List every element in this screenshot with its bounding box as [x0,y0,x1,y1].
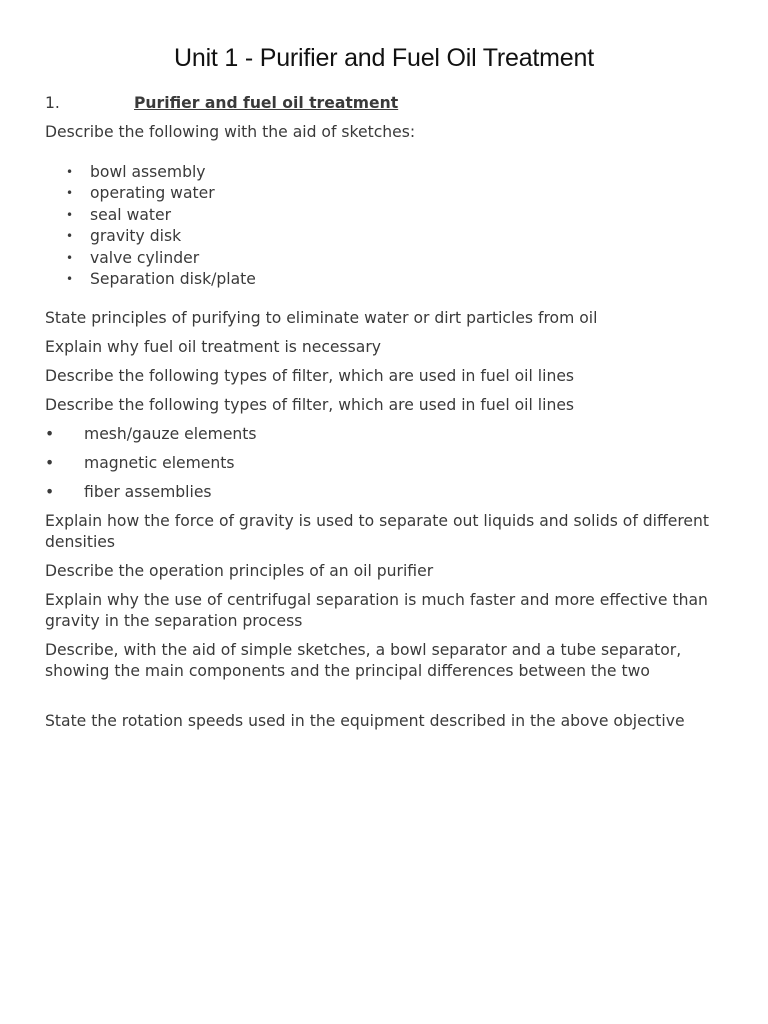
list-item-text: mesh/gauze elements [84,425,257,443]
section-number: 1. [45,94,60,112]
list-item-text: Separation disk/plate [90,269,256,288]
list-item-text: operating water [90,184,215,203]
intro-text: Describe the following with the aid of sketches: [45,123,416,141]
document-title: Unit 1 - Purifier and Fuel Oil Treatment [174,44,594,72]
list-item-text: fiber assemblies [84,483,212,501]
objective-paragraph: State the rotation speeds used in the equipment described in the above objective [45,712,685,730]
filter-list-item [45,482,735,504]
bullet-icon: • [66,186,74,201]
list-item-text: valve cylinder [90,248,200,267]
bullet-icon: • [45,454,55,472]
bullet-icon: • [66,207,74,222]
objective-paragraph: Describe the following types of filter, which are used in fuel oil lines [45,396,575,414]
objective-paragraph: Explain why the use of centrifugal separation is much faster and more effective than gravity in the separation process [45,591,708,631]
bullet-icon: • [66,229,74,244]
section-heading [45,94,745,116]
bullet-icon: • [66,165,74,179]
objective-paragraph: Explain why fuel oil treatment is necessary [45,338,381,356]
bullet-icon: • [66,250,74,265]
objective-paragraph: Describe the operation principles of an oil purifier [45,562,434,580]
list-item-text: magnetic elements [84,454,235,472]
bullet-icon: • [45,483,55,501]
bullet-icon: • [66,271,74,286]
filter-list-item [45,453,735,475]
objective-paragraph: Describe the following types of filter, which are used in fuel oil lines [45,367,575,385]
list-item-text: seal water [90,205,171,224]
section-title: Purifier and fuel oil treatment [134,94,399,112]
list-item-text: bowl assembly [90,163,206,181]
filter-list-item [45,424,735,446]
objective-paragraph: State principles of purifying to eliminate water or dirt particles from oil [45,309,598,327]
list-item-text: gravity disk [90,227,182,246]
objective-paragraph: Explain how the force of gravity is used to separate out liquids and solids of different densities [45,512,710,552]
objective-paragraph: Describe, with the aid of simple sketches, a bowl separator and a tube separator, showing the main components and the principal differences between the two [45,641,682,681]
bullet-icon: • [45,425,55,443]
